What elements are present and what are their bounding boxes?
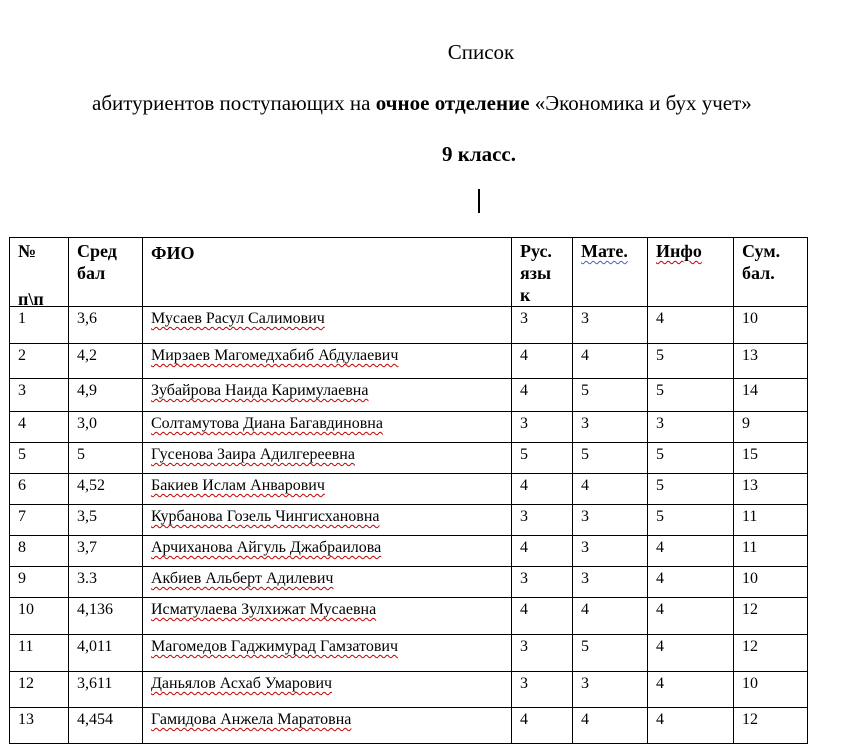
cell-sum: 10 <box>734 307 808 344</box>
subtitle-part1: абитуриентов поступающих на <box>92 91 376 115</box>
cell-sum: 11 <box>734 536 808 567</box>
cell-avg: 3.3 <box>69 567 143 598</box>
table-row <box>10 598 808 635</box>
table-row <box>10 505 808 536</box>
cell-rus: 4 <box>512 474 573 505</box>
cell-fio: Зубайрова Наида Каримулаевна <box>143 379 512 412</box>
cell-num: 11 <box>10 635 69 672</box>
cell-info: 3 <box>648 412 734 443</box>
cell-info: 5 <box>648 379 734 412</box>
cell-avg: 4,011 <box>69 635 143 672</box>
cell-info: 4 <box>648 567 734 598</box>
table-row <box>10 567 808 598</box>
cell-rus: 3 <box>512 567 573 598</box>
header-num-bottom: п\п <box>18 289 44 309</box>
cell-avg: 4,9 <box>69 379 143 412</box>
cell-num: 6 <box>10 474 69 505</box>
cell-rus: 3 <box>512 635 573 672</box>
cell-info: 5 <box>648 474 734 505</box>
cell-sum: 14 <box>734 379 808 412</box>
cell-fio: Акбиев Альберт Адилевич <box>143 567 512 598</box>
cell-info: 5 <box>648 505 734 536</box>
header-rus: Рус. язы к <box>512 238 573 307</box>
cell-num: 3 <box>10 379 69 412</box>
cell-sum: 12 <box>734 598 808 635</box>
cell-math: 3 <box>573 567 648 598</box>
cell-avg: 5 <box>69 443 143 474</box>
cell-sum: 12 <box>734 708 808 744</box>
cell-avg: 3,7 <box>69 536 143 567</box>
cell-avg: 3,6 <box>69 307 143 344</box>
cell-math: 4 <box>573 474 648 505</box>
cell-fio: Гусенова Заира Адилгереевна <box>143 443 512 474</box>
cell-avg: 3,611 <box>69 672 143 708</box>
cell-sum: 13 <box>734 474 808 505</box>
cell-rus: 3 <box>512 412 573 443</box>
cell-info: 5 <box>648 443 734 474</box>
cell-sum: 11 <box>734 505 808 536</box>
subtitle-bold: очное отделение <box>375 91 530 115</box>
table-row <box>10 307 808 344</box>
cell-info: 4 <box>648 598 734 635</box>
cell-num: 13 <box>10 708 69 744</box>
cell-math: 4 <box>573 598 648 635</box>
cell-sum: 13 <box>734 344 808 379</box>
cell-fio: Бакиев Ислам Анварович <box>143 474 512 505</box>
cell-math: 3 <box>573 672 648 708</box>
cell-sum: 10 <box>734 567 808 598</box>
cell-rus: 4 <box>512 536 573 567</box>
header-avg: Сред бал <box>69 238 143 307</box>
document-title: Список <box>447 40 515 64</box>
cell-num: 8 <box>10 536 69 567</box>
cell-num: 7 <box>10 505 69 536</box>
text-cursor <box>478 189 480 213</box>
header-sum: Сум. бал. <box>734 238 808 307</box>
cell-rus: 4 <box>512 344 573 379</box>
cell-avg: 3,0 <box>69 412 143 443</box>
header-num <box>10 238 69 307</box>
table-row <box>10 672 808 708</box>
cell-avg: 4,52 <box>69 474 143 505</box>
cell-math: 5 <box>573 635 648 672</box>
cell-avg: 4,454 <box>69 708 143 744</box>
cell-fio: Мирзаев Магомедхабиб Абдулаевич <box>143 344 512 379</box>
table-row <box>10 379 808 412</box>
cell-fio: Даньялов Асхаб Умарович <box>143 672 512 708</box>
table-row <box>10 635 808 672</box>
cell-num: 9 <box>10 567 69 598</box>
cell-math: 5 <box>573 443 648 474</box>
cell-rus: 4 <box>512 708 573 744</box>
cell-rus: 3 <box>512 307 573 344</box>
header-fio: ФИО <box>143 238 512 307</box>
cell-rus: 3 <box>512 505 573 536</box>
cell-num: 2 <box>10 344 69 379</box>
cell-rus: 4 <box>512 598 573 635</box>
table-row <box>10 536 808 567</box>
cell-rus: 4 <box>512 379 573 412</box>
header-num-top: № <box>18 241 37 261</box>
cell-num: 4 <box>10 412 69 443</box>
cell-fio: Мусаев Расул Салимович <box>143 307 512 344</box>
cell-math: 4 <box>573 344 648 379</box>
table-row <box>10 412 808 443</box>
cell-math: 3 <box>573 536 648 567</box>
cell-avg: 4,136 <box>69 598 143 635</box>
cell-rus: 5 <box>512 443 573 474</box>
cell-info: 4 <box>648 635 734 672</box>
table-header-row <box>10 238 808 307</box>
cell-info: 4 <box>648 672 734 708</box>
cell-fio: Солтамутова Диана Багавдиновна <box>143 412 512 443</box>
cell-avg: 4,2 <box>69 344 143 379</box>
table-row <box>10 708 808 744</box>
cell-sum: 15 <box>734 443 808 474</box>
cell-num: 12 <box>10 672 69 708</box>
cell-fio: Гамидова Анжела Маратовна <box>143 708 512 744</box>
cell-sum: 10 <box>734 672 808 708</box>
cell-num: 5 <box>10 443 69 474</box>
cell-math: 3 <box>573 307 648 344</box>
cell-math: 3 <box>573 412 648 443</box>
table-row <box>10 443 808 474</box>
cell-rus: 3 <box>512 672 573 708</box>
cell-fio: Исматулаева Зулхижат Мусаевна <box>143 598 512 635</box>
cell-math: 3 <box>573 505 648 536</box>
header-math: Мате. <box>573 238 648 307</box>
cell-sum: 12 <box>734 635 808 672</box>
cell-num: 10 <box>10 598 69 635</box>
cell-fio: Магомедов Гаджимурад Гамзатович <box>143 635 512 672</box>
cell-info: 5 <box>648 344 734 379</box>
document-subtitle <box>0 91 866 116</box>
cell-math: 4 <box>573 708 648 744</box>
cell-math: 5 <box>573 379 648 412</box>
cell-num: 1 <box>10 307 69 344</box>
cell-info: 4 <box>648 307 734 344</box>
table-row <box>10 344 808 379</box>
cell-info: 4 <box>648 536 734 567</box>
cell-fio: Курбанова Гозель Чингисхановна <box>143 505 512 536</box>
document-class-label: 9 класс. <box>441 142 517 166</box>
cell-avg: 3,5 <box>69 505 143 536</box>
cell-info: 4 <box>648 708 734 744</box>
cell-sum: 9 <box>734 412 808 443</box>
header-info: Инфо <box>648 238 734 307</box>
table-row <box>10 474 808 505</box>
applicants-table <box>9 237 808 744</box>
cell-fio: Арчиханова Айгуль Джабраилова <box>143 536 512 567</box>
subtitle-part2: «Экономика и бух учет» <box>529 91 752 115</box>
